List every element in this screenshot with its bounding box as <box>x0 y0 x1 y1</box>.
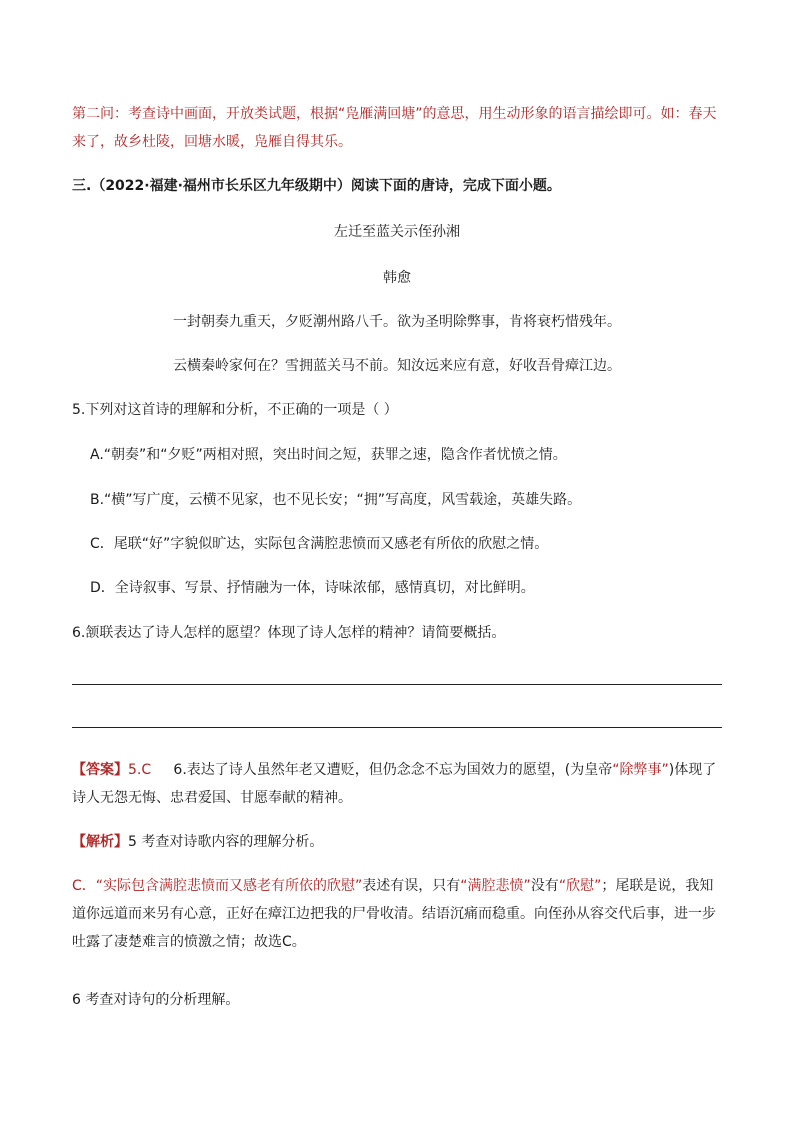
q2-analysis-paragraph: 第二问：考查诗中画面，开放类试题，根据“凫雁满回塘”的意思，用生动形象的语言描绘即可。如：春天来了，故乡杜陵，回塘水暖，凫雁自得其乐。 <box>72 106 717 150</box>
analysis-c-text-1: 表述有误，只有 <box>362 878 461 894</box>
analysis-tag: 【解析】 <box>72 834 128 850</box>
answer-line-1[interactable] <box>72 684 722 685</box>
poem-author: 韩愈 <box>383 270 411 286</box>
question-6-stem: 6.颔联表达了诗人怎样的愿望？体现了诗人怎样的精神？请简要概括。 <box>72 625 506 641</box>
option-d: D．全诗叙事、写景、抒情融为一体，诗味浓郁，感情真切，对比鲜明。 <box>90 580 535 596</box>
answer-q5: 5.C <box>128 762 152 778</box>
analysis-paragraph <box>72 828 722 856</box>
analysis-option-c <box>72 872 722 956</box>
section-heading: 三.（2022·福建·福州市长乐区九年级期中）阅读下面的唐诗，完成下面小题。 <box>72 178 561 194</box>
poem-line-2: 云横秦岭家何在？雪拥蓝关马不前。知汝远来应有意，好收吾骨瘴江边。 <box>173 358 621 374</box>
analysis-q6: 6 考查对诗句的分析理解。 <box>72 992 240 1008</box>
answer-paragraph <box>72 756 722 812</box>
analysis-c-text-2: 没有 <box>530 878 559 894</box>
option-c: C．尾联“好”字貌似旷达，实际包含满腔悲愤而又感老有所依的欣慰之情。 <box>90 536 549 552</box>
answer-tag: 【答案】 <box>72 762 128 778</box>
option-a: A.“朝奏”和“夕贬”两相对照，突出时间之短，获罪之速，隐含作者忧愤之情。 <box>90 447 567 463</box>
analysis-c-quote-1: “实际包含满腔悲愤而又感老有所依的欣慰” <box>95 878 363 894</box>
answer-q6-part1: 6.表达了诗人虽然年老又遭贬，但仍念念不忘为国效力的愿望，(为皇帝 <box>173 762 613 778</box>
analysis-c-text-3: ；尾联是说，我知道你远道而来另有心意，正好在瘴江边把我的尸骨收清。结语沉痛而稳重。向侄孙从容交代后事，进一步吐露了凄楚难言的愤激之情；故选C。 <box>72 878 716 950</box>
analysis-c-quote-3: “欣慰” <box>558 878 602 894</box>
answer-line-2[interactable] <box>72 727 722 728</box>
poem-line-1: 一封朝奏九重天，夕贬潮州路八千。欲为圣明除弊事，肯将衰朽惜残年。 <box>173 314 621 330</box>
poem-title: 左迁至蓝关示侄孙湘 <box>334 224 460 240</box>
analysis-c-quote-2: “满腔悲愤” <box>460 878 531 894</box>
answer-q6-part2: )体现了诗人无怨无悔、忠君爱国、甘愿奉献的精神。 <box>72 762 717 806</box>
question-5-stem: 5.下列对这首诗的理解和分析，不正确的一项是（ ） <box>72 402 398 418</box>
analysis-c-prefix: C． <box>72 878 96 894</box>
option-b: B.“横”写广度，云横不见家，也不见长安；“拥”写高度，风雪载途，英雄失路。 <box>90 492 582 508</box>
analysis-text: 5 考查对诗歌内容的理解分析。 <box>128 834 324 850</box>
answer-q6-quote: “除弊事” <box>612 762 669 778</box>
